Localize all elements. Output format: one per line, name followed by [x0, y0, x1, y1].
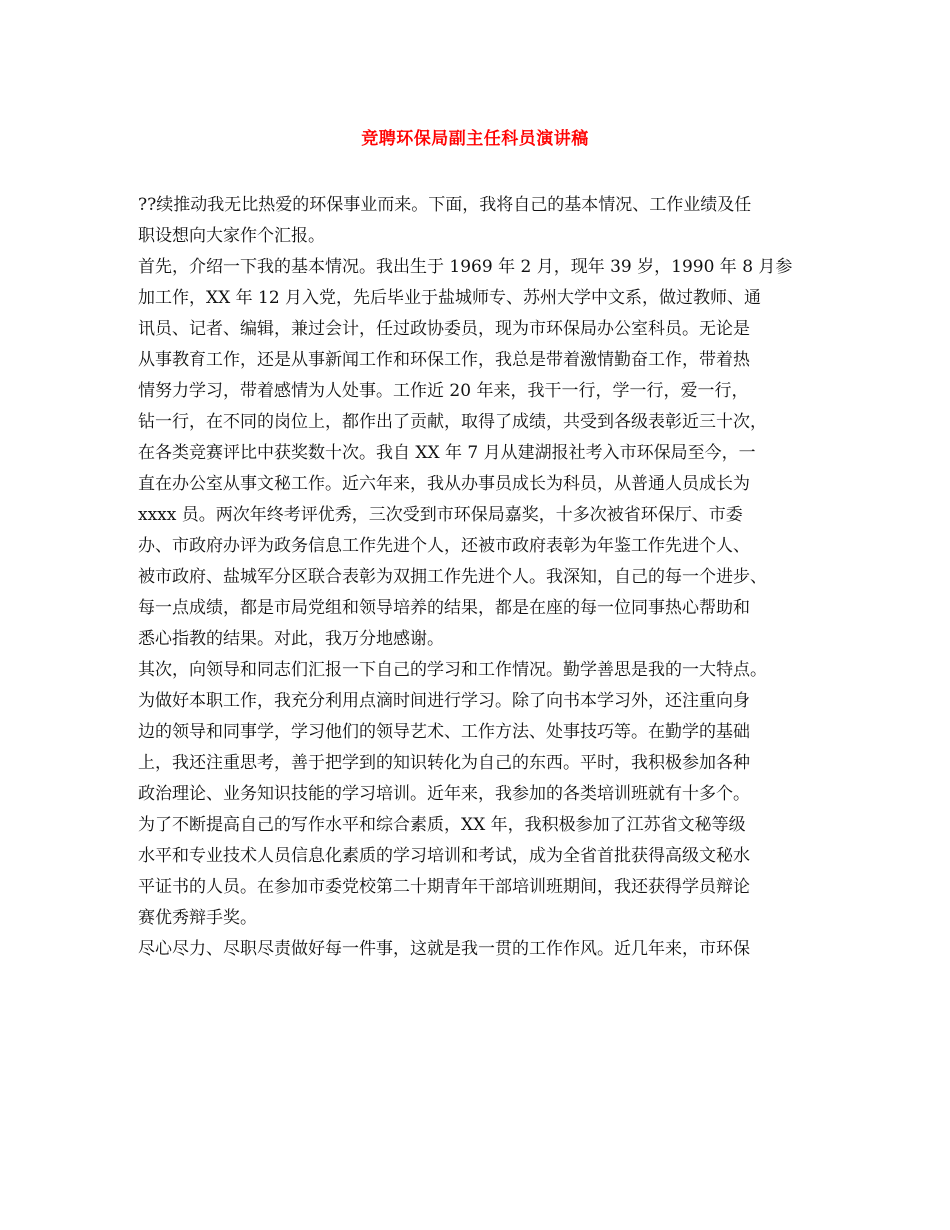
- text-line: 情努力学习，带着感情为人处事。工作近 20 年来，我干一行，学一行，爱一行，: [138, 381, 749, 401]
- text-line: 办、市政府办评为政务信息工作先进个人，还被市政府表彰为年鉴工作先进个人、: [138, 536, 750, 556]
- text-line: 平证书的人员。在参加市委党校第二十期青年干部培训班期间，我还获得学员辩论: [138, 877, 750, 897]
- text-line: 加工作，XX 年 12 月入党，先后毕业于盐城师专、苏州大学中文系，做过教师、通: [138, 288, 762, 308]
- text-line: 被市政府、盐城军分区联合表彰为双拥工作先进个人。我深知，自己的每一个进步、: [138, 567, 767, 587]
- document-title: 竞聘环保局副主任科员演讲稿: [361, 129, 589, 149]
- text-line: 为做好本职工作，我充分利用点滴时间进行学习。除了向书本学习外，还注重向身: [138, 691, 750, 711]
- text-line: 尽心尽力、尽职尽责做好每一件事，这就是我一贯的工作作风。近几年来，市环保: [138, 939, 750, 959]
- text-line: 每一点成绩，都是市局党组和领导培养的结果，都是在座的每一位同事热心帮助和: [138, 598, 750, 618]
- text-line: 在各类竞赛评比中获奖数十次。我自 XX 年 7 月从建湖报社考入市环保局至今，一: [138, 443, 756, 463]
- text-line: 钻一行，在不同的岗位上，都作出了贡献，取得了成绩，共受到各级表彰近三十次，: [138, 412, 767, 432]
- text-line: 职设想向大家作个汇报。: [138, 226, 325, 246]
- text-line: 讯员、记者、编辑，兼过会计，任过政协委员，现为市环保局办公室科员。无论是: [138, 319, 750, 339]
- text-line: 政治理论、业务知识技能的学习培训。近年来，我参加的各类培训班就有十多个。: [138, 784, 750, 804]
- text-line: 水平和专业技术人员信息化素质的学习培训和考试，成为全省首批获得高级文秘水: [138, 846, 750, 866]
- text-line: xxxx 员。两次年终考评优秀，三次受到市环保局嘉奖，十多次被省环保厅、市委: [138, 505, 743, 525]
- text-line: 从事教育工作，还是从事新闻工作和环保工作，我总是带着激情勤奋工作，带着热: [138, 350, 750, 370]
- text-line: 为了不断提高自己的写作水平和综合素质，XX 年，我积极参加了江苏省文秘等级: [138, 815, 746, 835]
- text-line: 边的领导和同事学，学习他们的领导艺术、工作方法、处事技巧等。在勤学的基础: [138, 722, 750, 742]
- document-body: [138, 190, 818, 965]
- text-line: 首先，介绍一下我的基本情况。我出生于 1969 年 2 月，现年 39 岁，1990 年 8 月参: [138, 257, 793, 277]
- text-line: 悉心指教的结果。对此，我万分地感谢。: [138, 629, 444, 649]
- text-line: ??续推动我无比热爱的环保事业而来。下面，我将自己的基本情况、工作业绩及任: [138, 195, 752, 215]
- text-line: 直在办公室从事文秘工作。近六年来，我从办事员成长为科员，从普通人员成长为: [138, 474, 750, 494]
- text-line: 上，我还注重思考，善于把学到的知识转化为自己的东西。平时，我积极参加各种: [138, 753, 750, 773]
- text-line: 其次，向领导和同志们汇报一下自己的学习和工作情况。勤学善思是我的一大特点。: [138, 660, 767, 680]
- text-line: 赛优秀辩手奖。: [138, 908, 257, 928]
